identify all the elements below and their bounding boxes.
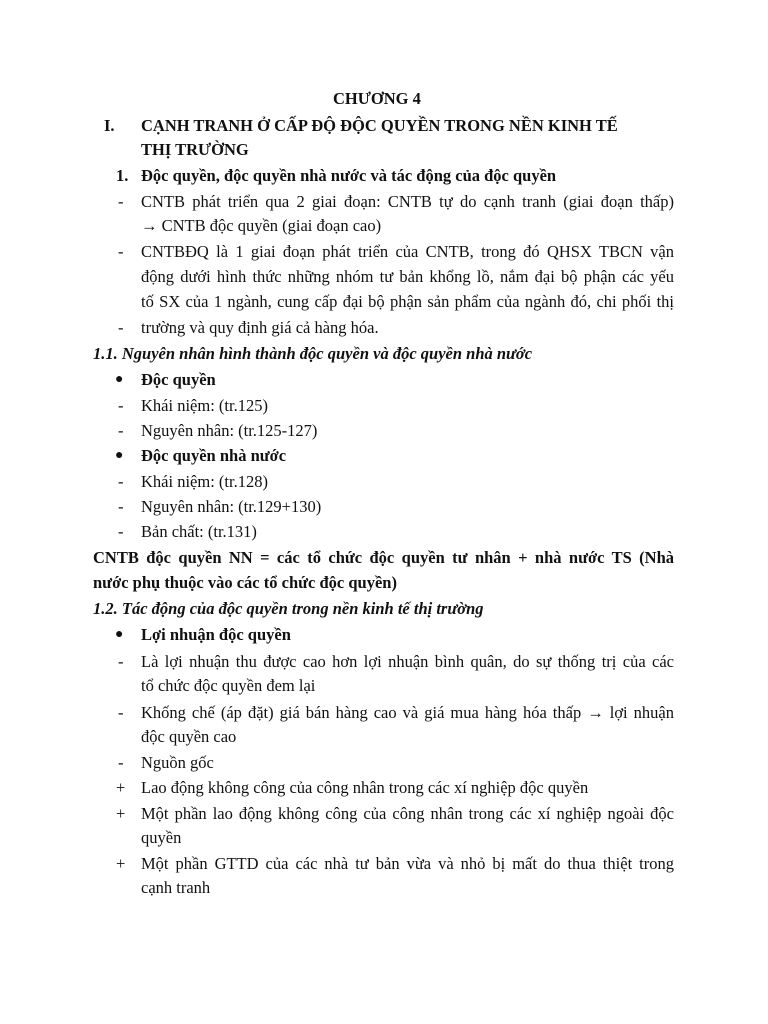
list-item-line: Là lợi nhuận thu được cao hơn lợi nhuận bình quân, do sự thống trị của các (141, 652, 674, 671)
bullet-icon: ● (115, 448, 124, 463)
list-item-line: Nguyên nhân: (tr.129+130) (141, 497, 322, 516)
heading-1-2: 1.2. Tác động của độc quyền trong nền kinh tế thị trường (93, 599, 484, 618)
list-item-line: → CNTB độc quyền (giai đoạn cao) (141, 216, 382, 235)
dash-marker: - (118, 703, 124, 722)
dash-marker: - (118, 472, 124, 491)
group-title: Độc quyền nhà nước (141, 446, 287, 465)
list-item-line: Một phần GTTD của các nhà tư bản vừa và nhỏ bị mất do thua thiệt trong (141, 854, 674, 873)
list-item-line: tố SX của 1 ngành, cung cấp đại bộ phận sản phẩm của ngành đó, chi phối thị (141, 292, 674, 311)
dash-marker: - (118, 421, 124, 440)
list-item-line: CNTB phát triển qua 2 giai đoạn: CNTB tự do cạnh tranh (giai đoạn thấp) (141, 192, 674, 211)
plus-marker: + (116, 804, 126, 823)
list-item-line: động dưới hình thức những nhóm tư bản khổng lồ, nắm đại bộ phận các yếu (141, 267, 674, 286)
bullet-icon: ● (115, 627, 124, 642)
dash-marker: - (118, 522, 124, 541)
plus-marker: + (116, 778, 126, 797)
bullet-icon: ● (115, 372, 124, 387)
list-item-line: Một phần lao động không công của công nhân trong các xí nghiệp ngoài độc (141, 804, 674, 823)
list-item-line: Nguồn gốc (141, 753, 214, 772)
list-item-line: Khái niệm: (tr.125) (141, 396, 268, 415)
summary-line: CNTB độc quyền NN = các tổ chức độc quyền tư nhân + nhà nước TS (Nhà (93, 548, 674, 567)
dash-marker: - (118, 318, 124, 337)
subsection-marker: 1. (116, 166, 129, 185)
list-item-line: Khái niệm: (tr.128) (141, 472, 268, 491)
dash-marker: - (118, 652, 124, 671)
list-item-line: Lao động không công của công nhân trong các xí nghiệp độc quyền (141, 778, 589, 797)
list-item-line: Khống chế (áp đặt) giá bán hàng cao và giá mua hàng hóa thấp → lợi nhuận (141, 703, 674, 722)
summary-line: nước phụ thuộc vào các tổ chức độc quyền) (93, 573, 397, 592)
dash-marker: - (118, 753, 124, 772)
subsection-title: Độc quyền, độc quyền nhà nước và tác động của độc quyền (141, 166, 557, 185)
dash-marker: - (118, 396, 124, 415)
list-item-line: tổ chức độc quyền đem lại (141, 676, 316, 695)
dash-marker: - (118, 192, 124, 211)
group-title: Độc quyền (141, 370, 216, 389)
list-item-line: quyền (141, 828, 182, 847)
list-item-line: Nguyên nhân: (tr.125-127) (141, 421, 318, 440)
section-title-line: THỊ TRƯỜNG (141, 140, 249, 159)
list-item-line: trường và quy định giá cả hàng hóa. (141, 318, 379, 337)
group-title: Lợi nhuận độc quyền (141, 625, 291, 644)
plus-marker: + (116, 854, 126, 873)
section-title-line: CẠNH TRANH Ở CẤP ĐỘ ĐỘC QUYỀN TRONG NỀN KINH TẾ (141, 116, 618, 135)
heading-1-1: 1.1. Nguyên nhân hình thành độc quyền và độc quyền nhà nước (93, 344, 533, 363)
section-marker: I. (104, 116, 115, 135)
chapter-title: CHƯƠNG 4 (333, 89, 421, 108)
dash-marker: - (118, 497, 124, 516)
list-item-line: CNTBĐQ là 1 giai đoạn phát triển của CNTB, trong đó QHSX TBCN vận (141, 242, 674, 261)
dash-marker: - (118, 242, 124, 261)
list-item-line: Bản chất: (tr.131) (141, 522, 257, 541)
list-item-line: độc quyền cao (141, 727, 237, 746)
list-item-line: cạnh tranh (141, 878, 211, 897)
